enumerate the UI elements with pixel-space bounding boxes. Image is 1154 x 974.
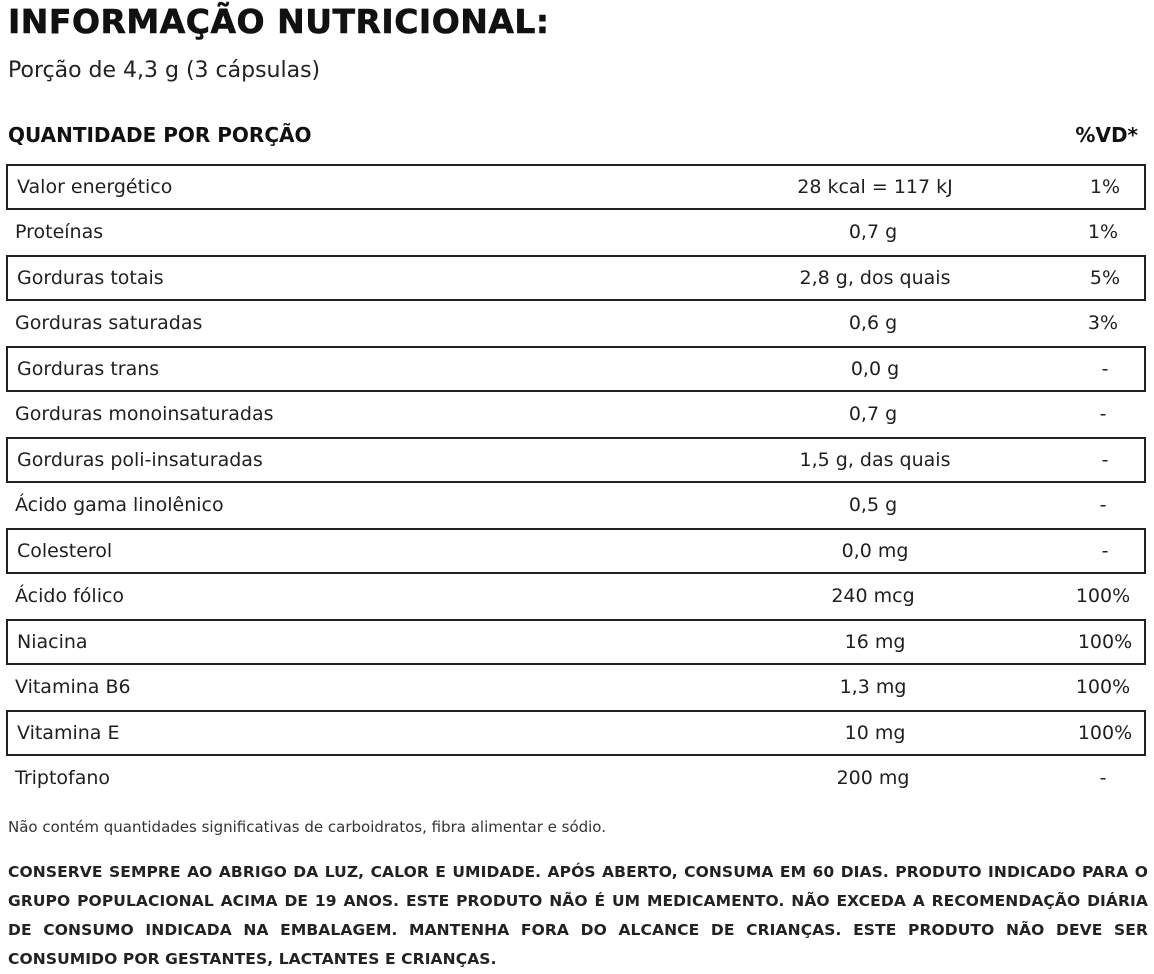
nutrient-amount: 240 mcg (831, 585, 915, 608)
nutrient-vd: 100% (1075, 585, 1131, 608)
nutrient-amount: 10 mg (844, 721, 906, 744)
nutrient-amount: 0,7 g (848, 221, 898, 244)
serving-size: Porção de 4,3 g (3 cápsulas) (8, 58, 321, 83)
nutrient-vd: 100% (1075, 676, 1131, 699)
nutrition-table (6, 164, 1146, 801)
nutrient-name: Triptofano (15, 767, 111, 790)
nutrient-amount: 0,0 mg (841, 539, 909, 562)
table-row (6, 301, 1146, 347)
nutrient-amount: 0,0 g (850, 357, 900, 380)
nutrient-name: Ácido fólico (15, 585, 125, 608)
table-row (6, 574, 1146, 620)
nutrient-name: Gorduras poli-insaturadas (17, 448, 263, 471)
nutrient-vd: 100% (1077, 721, 1133, 744)
nutrient-vd: 5% (1089, 266, 1121, 289)
table-row (6, 346, 1146, 392)
nutrient-name: Vitamina B6 (15, 676, 131, 699)
table-row (6, 619, 1146, 665)
nutrient-name: Valor energético (17, 175, 173, 198)
page-title: INFORMAÇÃO NUTRICIONAL: (8, 2, 550, 41)
nutrient-amount: 1,5 g, das quais (799, 448, 951, 471)
nutrient-vd: - (1101, 539, 1109, 562)
nutrient-vd: 1% (1087, 221, 1119, 244)
table-row (6, 437, 1146, 483)
nutrient-vd: - (1099, 494, 1107, 517)
nutrient-name: Gorduras monoinsaturadas (15, 403, 274, 426)
nutrient-name: Proteínas (15, 221, 104, 244)
table-row (6, 665, 1146, 711)
nutrient-amount: 2,8 g, dos quais (799, 266, 951, 289)
nutrient-amount: 0,6 g (848, 312, 898, 335)
table-row (6, 255, 1146, 301)
nutrient-amount: 28 kcal = 117 kJ (797, 175, 953, 198)
nutrient-vd: 1% (1089, 175, 1121, 198)
table-row (6, 392, 1146, 438)
vd-header: %VD* (1075, 123, 1138, 147)
nutrient-vd: - (1099, 767, 1107, 790)
nutrient-name: Colesterol (17, 539, 113, 562)
nutrient-name: Gorduras totais (17, 266, 164, 289)
nutrient-amount: 1,3 mg (839, 676, 907, 699)
nutrient-name: Ácido gama linolênico (15, 494, 224, 517)
nutrient-vd: - (1101, 448, 1109, 471)
table-row (6, 710, 1146, 756)
storage-warning: CONSERVE SEMPRE AO ABRIGO DA LUZ, CALOR E UMIDADE. APÓS ABERTO, CONSUMA EM 60 DIAS. PRODUTO INDICADO PARA O GRUPO POPULACIONAL ACIMA DE 19 ANOS. ESTE PRODUTO NÃO É UM MEDICAMENTO. NÃO EXCEDA A RECOMENDAÇÃO DIÁRIA DE CONSUMO INDICADA NA EMBALAGEM. MANTENHA FORA DO ALCANCE DE CRIANÇAS. ESTE PRODUTO NÃO DEVE SER CONSUMIDO POR GESTANTES, LACTANTES E CRIANÇAS. (8, 863, 1148, 968)
table-row (6, 528, 1146, 574)
nutrient-amount: 0,5 g (848, 494, 898, 517)
table-row (6, 483, 1146, 529)
nutrient-amount: 16 mg (844, 630, 906, 653)
nutrient-amount: 0,7 g (848, 403, 898, 426)
nutrient-vd: 3% (1087, 312, 1119, 335)
table-row (6, 210, 1146, 256)
footnote: Não contém quantidades significativas de carboidratos, fibra alimentar e sódio. (8, 818, 606, 836)
nutrient-name: Gorduras saturadas (15, 312, 203, 335)
nutrient-vd: - (1099, 403, 1107, 426)
nutrient-name: Vitamina E (17, 721, 120, 744)
nutrient-name: Niacina (17, 630, 88, 653)
nutrient-name: Gorduras trans (17, 357, 160, 380)
nutrient-amount: 200 mg (836, 767, 910, 790)
table-row (6, 756, 1146, 802)
quantity-header: QUANTIDADE POR PORÇÃO (8, 123, 312, 147)
nutrient-vd: - (1101, 357, 1109, 380)
table-row (6, 164, 1146, 210)
nutrient-vd: 100% (1077, 630, 1133, 653)
